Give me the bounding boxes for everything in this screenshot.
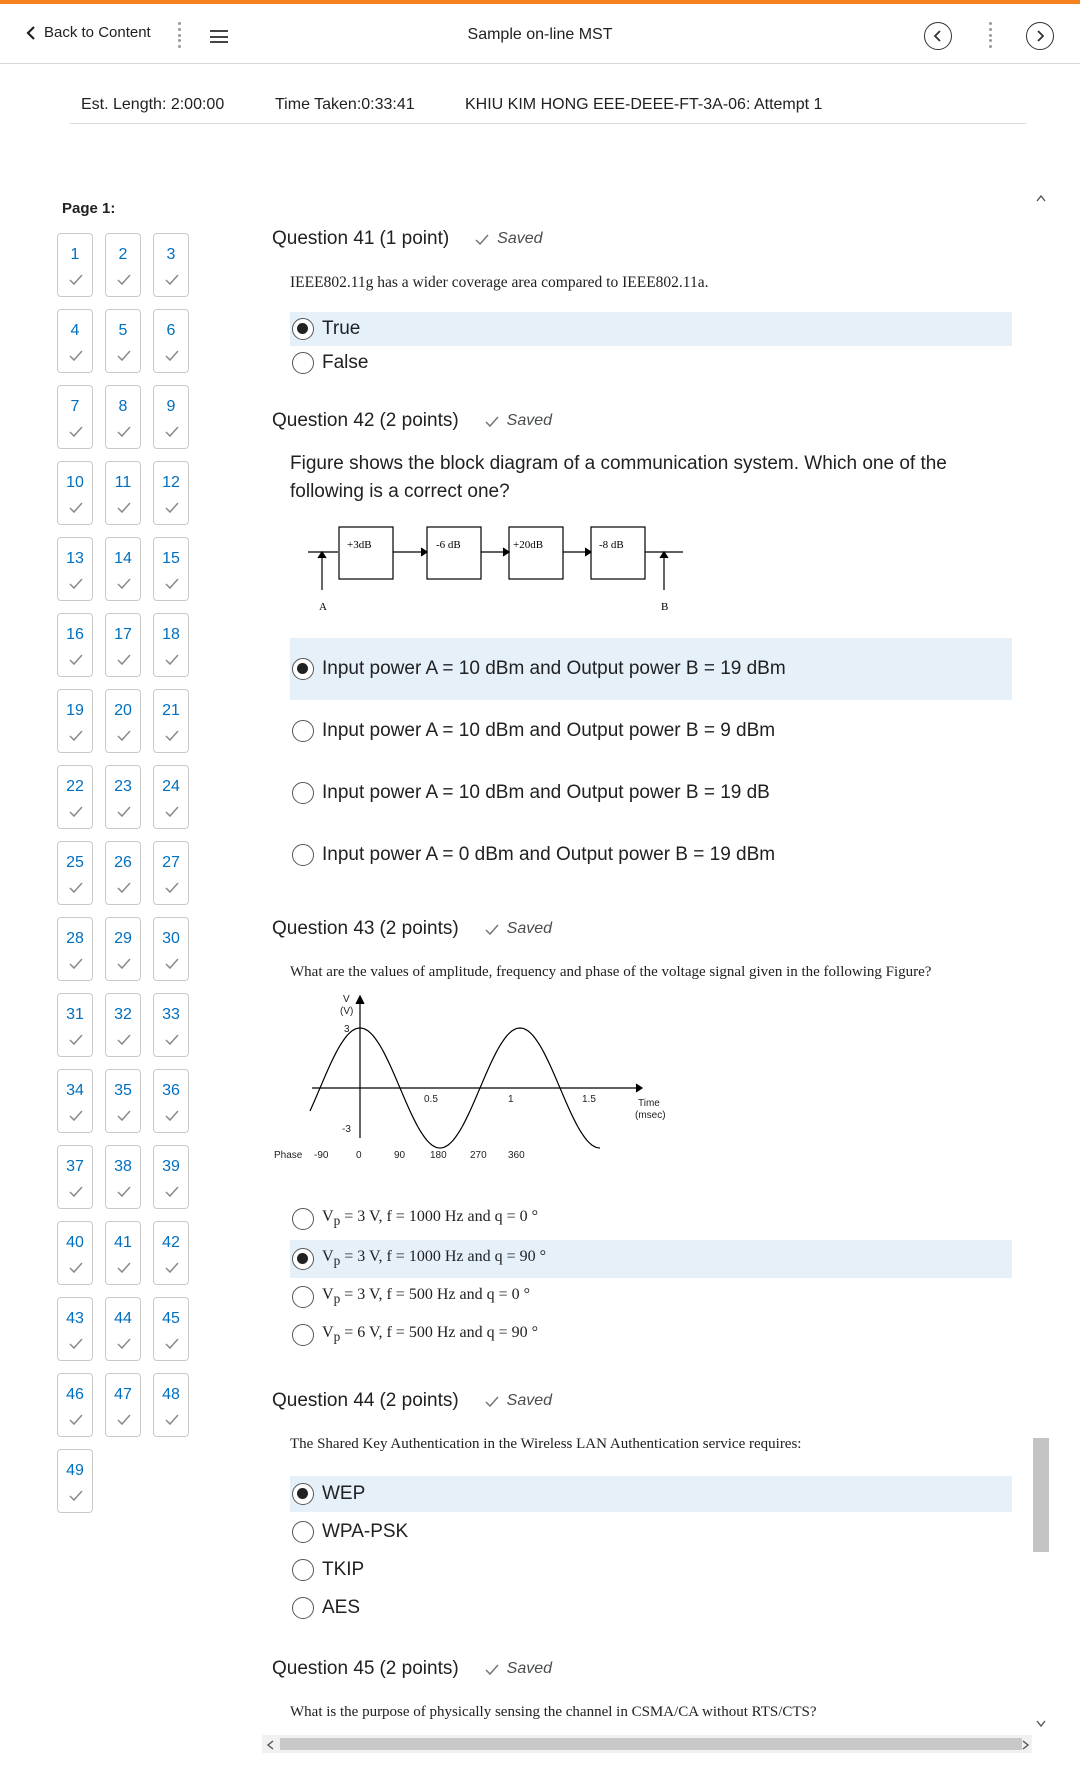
y-tick-min: -3	[342, 1124, 351, 1135]
check-icon	[165, 350, 179, 361]
check-icon	[117, 1414, 131, 1425]
question-number: 34	[66, 1082, 84, 1099]
question-number: 29	[114, 930, 132, 947]
check-icon	[165, 274, 179, 285]
question-nav-item[interactable]	[57, 1145, 93, 1209]
option-false[interactable]	[290, 346, 1012, 380]
question-nav-item[interactable]	[105, 765, 141, 829]
option-4[interactable]	[290, 824, 1012, 886]
question-nav-item[interactable]	[105, 461, 141, 525]
question-number: 5	[118, 322, 128, 339]
question-number: 48	[162, 1386, 180, 1403]
question-nav-item[interactable]	[105, 917, 141, 981]
question-nav-item[interactable]	[105, 1373, 141, 1437]
question-number: 41	[114, 1234, 132, 1251]
question-title: Question 44	[272, 1390, 375, 1411]
check-icon	[475, 234, 489, 245]
saved-status	[475, 230, 542, 248]
question-42	[272, 410, 1012, 880]
question-nav-item[interactable]	[153, 1297, 189, 1361]
gain-block	[591, 527, 645, 579]
question-nav-item[interactable]	[57, 841, 93, 905]
scroll-left-icon[interactable]	[266, 1740, 274, 1750]
question-header	[272, 1390, 1012, 1412]
question-number: 3	[166, 246, 176, 263]
option-2[interactable]	[290, 700, 1012, 762]
question-prompt: IEEE802.11g has a wider coverage area compared to IEEE802.11a.	[290, 274, 709, 291]
option-tkip[interactable]	[290, 1552, 1012, 1588]
radio-button[interactable]	[292, 658, 314, 680]
top-bar	[0, 0, 1080, 64]
question-header	[272, 410, 1012, 432]
check-icon	[117, 958, 131, 969]
block-label: -6 dB	[436, 539, 461, 551]
check-icon	[117, 654, 131, 665]
previous-button[interactable]	[924, 22, 952, 50]
check-icon	[165, 1262, 179, 1273]
question-number: 13	[66, 550, 84, 567]
check-icon	[117, 274, 131, 285]
option-label: AES	[322, 1597, 361, 1618]
question-nav-item[interactable]	[153, 765, 189, 829]
question-number: 10	[66, 474, 84, 491]
option-wep[interactable]	[290, 1476, 1012, 1512]
question-number: 16	[66, 626, 84, 643]
question-title: Question 43	[272, 918, 375, 939]
question-nav-item[interactable]	[105, 233, 141, 297]
check-icon	[69, 1338, 83, 1349]
question-title: Question 45	[272, 1658, 375, 1679]
option-label: $V_p = 3$ V, f = 500 Hz and q = 0 °	[322, 1286, 530, 1307]
question-title: Question 42	[272, 410, 375, 431]
option-label: $V_p = 3$ V, f = 1000 Hz and q = 90 °	[322, 1248, 546, 1269]
phase-tick: 270	[470, 1150, 487, 1161]
horizontal-scrollbar[interactable]	[262, 1735, 1032, 1753]
question-nav-item[interactable]	[153, 1069, 189, 1133]
page-label: Page 1:	[62, 200, 116, 217]
radio-button[interactable]	[292, 1559, 314, 1581]
phase-tick: 180	[430, 1150, 447, 1161]
check-icon	[485, 416, 499, 427]
page-title: Sample on-line MST	[467, 26, 613, 43]
sine-wave-figure	[274, 990, 700, 1190]
scroll-up-icon[interactable]	[1036, 194, 1046, 202]
check-icon	[117, 882, 131, 893]
saved-label: Saved	[506, 412, 553, 429]
next-button[interactable]	[1026, 22, 1054, 50]
check-icon	[117, 426, 131, 437]
divider-dots-icon	[989, 22, 993, 48]
phase-label: Phase	[274, 1150, 303, 1161]
gain-block	[339, 527, 393, 579]
option-label: WPA-PSK	[322, 1521, 409, 1542]
check-icon	[165, 1110, 179, 1121]
option-1[interactable]	[290, 1202, 1012, 1236]
check-icon	[117, 1034, 131, 1045]
radio-button[interactable]	[292, 1324, 314, 1346]
check-icon	[69, 1414, 83, 1425]
option-label: $V_p = 3$ V, f = 1000 Hz and q = 0 °	[322, 1208, 538, 1229]
question-number: 28	[66, 930, 84, 947]
check-icon	[69, 426, 83, 437]
saved-label: Saved	[506, 1660, 553, 1677]
option-2[interactable]	[290, 1240, 1012, 1278]
question-44	[272, 1390, 1012, 1630]
check-icon	[165, 1034, 179, 1045]
saved-status	[485, 1660, 552, 1678]
question-number: 22	[66, 778, 84, 795]
check-icon	[165, 730, 179, 741]
question-number: 35	[114, 1082, 132, 1099]
vertical-scrollbar[interactable]	[1032, 190, 1050, 1735]
saved-status	[485, 1392, 552, 1410]
question-number: 17	[114, 626, 132, 643]
check-icon	[117, 730, 131, 741]
check-icon	[117, 806, 131, 817]
radio-button[interactable]	[292, 1483, 314, 1505]
question-nav-item[interactable]	[153, 309, 189, 373]
check-icon	[69, 1490, 83, 1501]
question-nav-item[interactable]	[153, 841, 189, 905]
question-nav-item[interactable]	[57, 233, 93, 297]
option-true[interactable]	[290, 312, 1012, 346]
question-number: 20	[114, 702, 132, 719]
radio-button[interactable]	[292, 782, 314, 804]
y-axis-unit: (V)	[340, 1006, 354, 1017]
question-nav-item[interactable]	[153, 537, 189, 601]
check-icon	[117, 1186, 131, 1197]
question-number: 4	[70, 322, 80, 339]
question-nav-item[interactable]	[105, 993, 141, 1057]
question-number: 24	[162, 778, 180, 795]
saved-label: Saved	[497, 230, 543, 247]
check-icon	[117, 578, 131, 589]
output-label: B	[661, 601, 669, 613]
question-number: 21	[162, 702, 180, 719]
question-nav-item[interactable]	[153, 993, 189, 1057]
radio-button[interactable]	[292, 844, 314, 866]
question-prompt: What is the purpose of physically sensing the channel in CSMA/CA without RTS/CTS?	[290, 1704, 817, 1720]
question-number: 19	[66, 702, 84, 719]
scroll-thumb[interactable]	[1033, 1438, 1049, 1552]
question-nav-item[interactable]	[105, 1145, 141, 1209]
scroll-down-icon[interactable]	[1036, 1720, 1046, 1728]
question-nav-item[interactable]	[153, 917, 189, 981]
block-label: -8 dB	[599, 539, 624, 551]
check-icon	[69, 502, 83, 513]
quiz-info-bar	[70, 85, 1026, 124]
question-points: (2 points)	[379, 1658, 459, 1679]
option-label: Input power A = 10 dBm and Output power B = 19 dB	[322, 782, 770, 803]
question-nav-item[interactable]	[57, 1297, 93, 1361]
block-label: +20dB	[513, 539, 544, 551]
x-tick: 1.5	[582, 1094, 596, 1105]
question-prompt: Figure shows the block diagram of a communication system. Which one of the following is a correct one?	[290, 453, 947, 502]
question-nav-item[interactable]	[153, 385, 189, 449]
question-nav-item[interactable]	[57, 385, 93, 449]
option-label: Input power A = 0 dBm and Output power B = 19 dBm	[322, 844, 776, 865]
question-nav-item[interactable]	[57, 537, 93, 601]
check-icon	[69, 274, 83, 285]
question-number: 2	[118, 246, 128, 263]
question-number: 42	[162, 1234, 180, 1251]
check-icon	[69, 654, 83, 665]
question-number: 9	[166, 398, 176, 415]
x-tick: 1	[508, 1094, 514, 1105]
question-nav-item[interactable]	[153, 1373, 189, 1437]
check-icon	[117, 1110, 131, 1121]
x-tick: 0.5	[424, 1094, 438, 1105]
question-points: (2 points)	[379, 918, 459, 939]
option-label: WEP	[322, 1483, 366, 1504]
question-nav-item[interactable]	[105, 537, 141, 601]
phase-tick: 90	[394, 1150, 406, 1161]
question-points: (1 point)	[379, 228, 450, 249]
block-label: +3dB	[347, 539, 372, 551]
question-nav-item[interactable]	[105, 1221, 141, 1285]
question-number: 26	[114, 854, 132, 871]
question-nav-item[interactable]	[57, 1373, 93, 1437]
question-header	[272, 1658, 1012, 1680]
question-nav-item[interactable]	[57, 613, 93, 677]
check-icon	[485, 1396, 499, 1407]
question-nav-item[interactable]	[105, 309, 141, 373]
check-icon	[165, 502, 179, 513]
radio-button[interactable]	[292, 318, 314, 340]
question-nav-item[interactable]	[57, 1449, 93, 1513]
option-3[interactable]	[290, 762, 1012, 824]
check-icon	[69, 882, 83, 893]
question-number: 15	[162, 550, 180, 567]
gain-block	[427, 527, 481, 579]
question-number: 37	[66, 1158, 84, 1175]
question-number: 1	[70, 246, 80, 263]
check-icon	[485, 924, 499, 935]
check-icon	[165, 1186, 179, 1197]
question-nav-item[interactable]	[57, 1221, 93, 1285]
question-nav-item[interactable]	[57, 765, 93, 829]
question-number: 30	[162, 930, 180, 947]
check-icon	[117, 1338, 131, 1349]
check-icon	[69, 806, 83, 817]
question-number: 39	[162, 1158, 180, 1175]
question-header	[272, 918, 1012, 940]
est-length: Est. Length: 2:00:00	[81, 96, 225, 113]
input-label: A	[319, 601, 327, 613]
phase-tick: -90	[314, 1150, 329, 1161]
option-label: $V_p = 6$ V, f = 500 Hz and q = 90 °	[322, 1324, 538, 1345]
check-icon	[165, 1414, 179, 1425]
question-title: Question 41	[272, 228, 375, 249]
question-number: 7	[70, 398, 80, 415]
question-prompt: The Shared Key Authentication in the Wireless LAN Authentication service requires:	[290, 1436, 802, 1452]
question-nav-item[interactable]	[105, 1297, 141, 1361]
question-number: 6	[166, 322, 176, 339]
question-nav-item[interactable]	[153, 1145, 189, 1209]
check-icon	[165, 578, 179, 589]
question-number: 23	[114, 778, 132, 795]
time-taken: Time Taken:0:33:41	[275, 96, 415, 113]
question-number: 46	[66, 1386, 84, 1403]
check-icon	[69, 958, 83, 969]
question-nav-item[interactable]	[105, 1069, 141, 1133]
question-nav-item[interactable]	[57, 461, 93, 525]
option-label: False	[322, 352, 369, 373]
option-label: Input power A = 10 dBm and Output power B = 9 dBm	[322, 720, 776, 741]
check-icon	[69, 578, 83, 589]
saved-status	[485, 920, 552, 938]
question-number: 36	[162, 1082, 180, 1099]
check-icon	[69, 1110, 83, 1121]
check-icon	[69, 350, 83, 361]
question-nav-item[interactable]	[57, 1069, 93, 1133]
option-4[interactable]	[290, 1318, 1012, 1352]
phase-tick: 0	[356, 1150, 362, 1161]
question-nav-item[interactable]	[105, 613, 141, 677]
question-prompt: What are the values of amplitude, frequency and phase of the voltage signal given in the following Figure?	[290, 964, 932, 980]
question-number: 14	[114, 550, 132, 567]
option-label: True	[322, 318, 361, 339]
radio-button[interactable]	[292, 1286, 314, 1308]
question-number: 12	[162, 474, 180, 491]
question-number: 18	[162, 626, 180, 643]
scroll-right-icon[interactable]	[1022, 1740, 1030, 1750]
chevron-right-icon	[1035, 29, 1045, 43]
question-number: 45	[162, 1310, 180, 1327]
radio-button[interactable]	[292, 352, 314, 374]
question-45	[272, 1658, 1012, 1728]
question-nav-item[interactable]	[57, 993, 93, 1057]
gain-block	[509, 527, 563, 579]
check-icon	[165, 426, 179, 437]
check-icon	[69, 1034, 83, 1045]
question-number: 33	[162, 1006, 180, 1023]
scroll-thumb[interactable]	[280, 1738, 1022, 1750]
option-aes[interactable]	[290, 1590, 1012, 1626]
question-nav-item[interactable]	[57, 309, 93, 373]
question-nav-item[interactable]	[105, 841, 141, 905]
question-43	[272, 918, 1012, 1345]
question-nav-item[interactable]	[153, 689, 189, 753]
question-points: (2 points)	[379, 410, 459, 431]
radio-button[interactable]	[292, 720, 314, 742]
check-icon	[69, 730, 83, 741]
option-label: Input power A = 10 dBm and Output power B = 19 dBm	[322, 658, 786, 679]
option-label: TKIP	[322, 1559, 365, 1580]
saved-label: Saved	[506, 1392, 553, 1409]
question-number: 31	[66, 1006, 84, 1023]
question-41	[272, 228, 1012, 378]
y-axis-label: V	[343, 994, 350, 1005]
question-nav-item[interactable]	[153, 613, 189, 677]
check-icon	[117, 502, 131, 513]
question-number: 25	[66, 854, 84, 871]
question-nav-item[interactable]	[153, 233, 189, 297]
question-number: 11	[114, 474, 132, 491]
check-icon	[165, 806, 179, 817]
back-label: Back to Content	[44, 24, 151, 41]
question-header	[272, 228, 1012, 250]
radio-button[interactable]	[292, 1521, 314, 1543]
question-nav-item[interactable]	[153, 461, 189, 525]
question-number: 38	[114, 1158, 132, 1175]
option-wpa-psk[interactable]	[290, 1514, 1012, 1550]
question-number: 27	[162, 854, 180, 871]
chevron-left-icon	[933, 29, 943, 43]
check-icon	[117, 1262, 131, 1273]
question-number: 40	[66, 1234, 84, 1251]
option-1[interactable]	[290, 638, 1012, 700]
check-icon	[69, 1262, 83, 1273]
x-axis-label: Time	[638, 1098, 660, 1109]
x-axis-unit: (msec)	[635, 1110, 666, 1121]
phase-tick: 360	[508, 1150, 525, 1161]
check-icon	[485, 1664, 499, 1675]
check-icon	[69, 1186, 83, 1197]
option-3[interactable]	[290, 1280, 1012, 1314]
question-nav-item[interactable]	[153, 1221, 189, 1285]
radio-button[interactable]	[292, 1248, 314, 1270]
question-nav-item[interactable]	[57, 917, 93, 981]
check-icon	[165, 654, 179, 665]
attempt-label: KHIU KIM HONG EEE-DEEE-FT-3A-06: Attempt 1	[465, 96, 823, 113]
check-icon	[165, 882, 179, 893]
check-icon	[165, 958, 179, 969]
question-points: (2 points)	[379, 1390, 459, 1411]
block-diagram-figure	[308, 510, 968, 620]
y-tick-max: 3	[344, 1024, 350, 1035]
question-nav-item[interactable]	[57, 689, 93, 753]
question-number: 44	[114, 1310, 132, 1327]
question-nav-item[interactable]	[105, 385, 141, 449]
saved-status	[485, 412, 552, 430]
saved-label: Saved	[506, 920, 553, 937]
question-number: 49	[66, 1462, 84, 1479]
radio-button[interactable]	[292, 1208, 314, 1230]
question-number: 8	[118, 398, 128, 415]
check-icon	[117, 350, 131, 361]
question-number: 47	[114, 1386, 132, 1403]
question-number: 32	[114, 1006, 132, 1023]
question-number: 43	[66, 1310, 84, 1327]
question-nav-item[interactable]	[105, 689, 141, 753]
radio-button[interactable]	[292, 1597, 314, 1619]
check-icon	[165, 1338, 179, 1349]
